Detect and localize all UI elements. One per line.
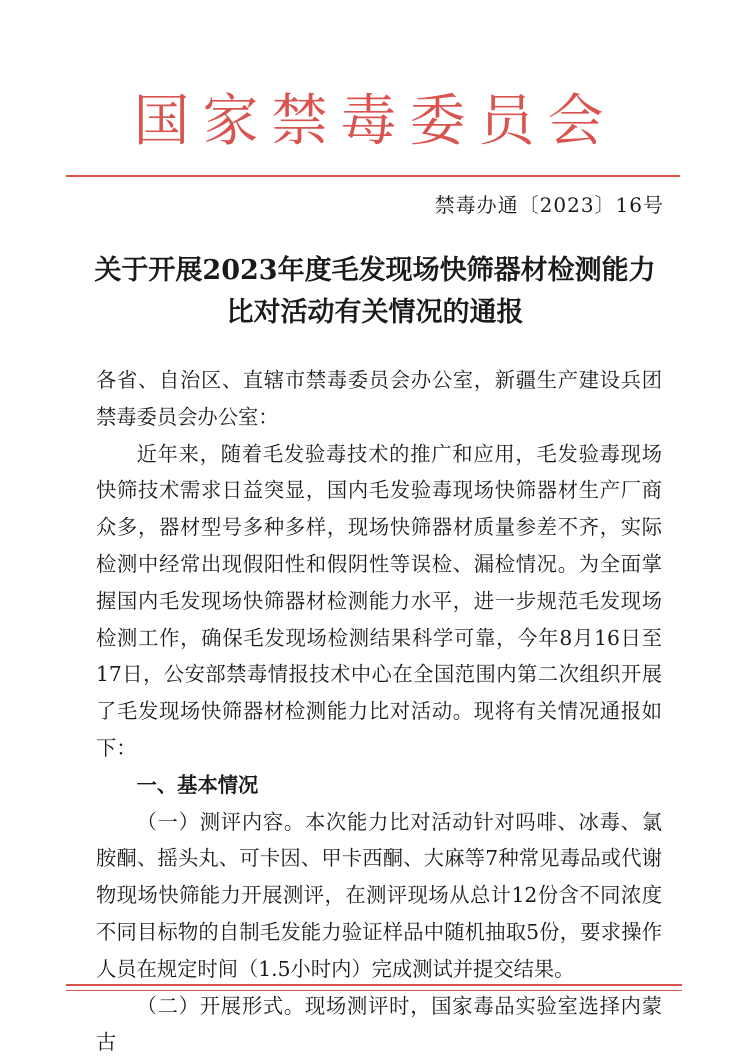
footer-red-rule-thin bbox=[66, 990, 682, 991]
masthead-title: 国家禁毒委员会 bbox=[133, 89, 617, 154]
paragraph-intro: 近年来，随着毛发验毒技术的推广和应用，毛发验毒现场快筛技术需求日益突显，国内毛发验毒现场快筛器材生产厂商众多，器材型号多种多样，现场快筛器材质量参差不齐，实际检测中经常出现假阳性和假阴性等误检、漏检情况。为全面掌握国内毛发现场快筛器材检测能力水平，进一步规范毛发现场检测工作，确保毛发现场检测结果科学可靠，今年8月16日至17日，公安部禁毒情报技术中心在全国范围内第二次组织开展了毛发现场快筛器材检测能力比对活动。现将有关情况通报如下： bbox=[96, 441, 662, 760]
paragraph-item-1 bbox=[96, 804, 662, 988]
document-number: 禁毒办通〔2023〕16号 bbox=[434, 193, 664, 217]
document-body bbox=[96, 362, 662, 1061]
salutation: 各省、自治区、直辖市禁毒委员会办公室，新疆生产建设兵团禁毒委员会办公室： bbox=[96, 368, 662, 429]
document-title bbox=[60, 250, 690, 334]
item-2-text: 现场测评时，国家毒品实验室选择内蒙古 bbox=[96, 993, 662, 1055]
paragraph-item-2 bbox=[96, 988, 662, 1062]
item-1-label: （一）测评内容。 bbox=[136, 809, 305, 834]
title-line-2: 比对活动有关情况的通报 bbox=[226, 297, 524, 328]
masthead-red-rule bbox=[66, 175, 680, 177]
item-1-text: 本次能力比对活动针对吗啡、冰毒、氯胺酮、摇头丸、可卡因、甲卡西酮、大麻等7种常见毒品或代谢物现场快筛能力开展测评，在测评现场从总计12份含不同浓度不同目标物的自制毛发能力验证样品中随机抽取5份，要求操作人员在规定时间（1.5小时内）完成测试并提交结果。 bbox=[96, 809, 662, 981]
section-heading-basic-info: 一、基本情况 bbox=[136, 772, 259, 797]
item-2-label: （二）开展形式。 bbox=[136, 993, 305, 1018]
footer-red-rule-thick bbox=[66, 984, 682, 986]
title-line-1: 关于开展2023年度毛发现场快筛器材检测能力 bbox=[94, 255, 656, 286]
